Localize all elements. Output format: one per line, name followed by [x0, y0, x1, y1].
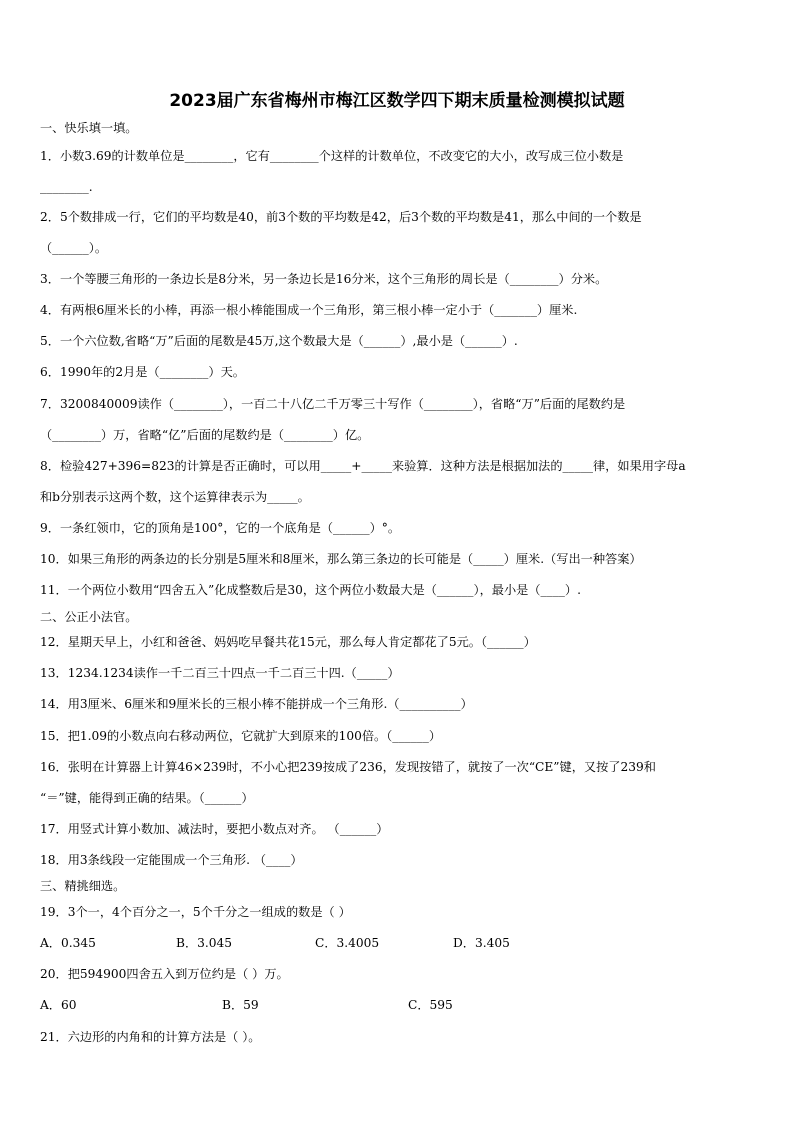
question-16: 16．张明在计算器上计算46×239时，不小心把239按成了236，发现按错了，就按了一次“CE”键，又按了239和: [40, 760, 656, 774]
q19-option-a: A．0.345: [40, 936, 96, 950]
question-6: 6．1990年的2月是（________）天。: [40, 365, 245, 379]
section-heading-1: 一、快乐填一填。: [40, 121, 138, 135]
question-1-cont: ________.: [40, 180, 93, 194]
question-4: 4．有两根6厘米长的小棒，再添一根小棒能围成一个三角形，第三根小棒一定小于（_______）厘米.: [40, 303, 578, 317]
q20-option-b: B．59: [222, 998, 259, 1012]
question-7: 7．3200840009读作（________），一百二十八亿二千万零三十写作（________），省略“万”后面的尾数约是: [40, 397, 626, 411]
question-20: 20．把594900四舍五入到万位约是（ ）万。: [40, 967, 289, 981]
question-3: 3．一个等腰三角形的一条边长是8分米，另一条边长是16分米，这个三角形的周长是（________）分米。: [40, 272, 608, 286]
question-5: 5．一个六位数,省略“万”后面的尾数是45万,这个数最大是（______）,最小是（______）.: [40, 334, 518, 348]
question-8: 8．检验427+396=823的计算是否正确时，可以用_____+_____来验算．这种方法是根据加法的_____律，如果用字母a: [40, 459, 686, 473]
q19-option-d: D．3.405: [453, 936, 510, 950]
question-17: 17．用竖式计算小数加、减法时，要把小数点对齐。 （______）: [40, 822, 389, 836]
question-1: 1．小数3.69的计数单位是________，它有________个这样的计数单位，不改变它的大小，改写成三位小数是: [40, 149, 624, 163]
question-18: 18．用3条线段一定能围成一个三角形. （____）: [40, 853, 303, 867]
question-9: 9．一条红领巾，它的顶角是100°，它的一个底角是（______）°。: [40, 521, 401, 535]
question-21: 21．六边形的内角和的计算方法是（ ）。: [40, 1030, 261, 1044]
question-2-cont: （______）。: [40, 241, 108, 255]
question-16-cont: “＝”键，能得到正确的结果。（______）: [40, 791, 254, 805]
question-2: 2．5个数排成一行，它们的平均数是40，前3个数的平均数是42，后3个数的平均数是41，那么中间的一个数是: [40, 210, 642, 224]
q19-option-b: B．3.045: [176, 936, 233, 950]
question-10: 10．如果三角形的两条边的长分别是5厘米和8厘米，那么第三条边的长可能是（_____）厘米.（写出一种答案）: [40, 552, 642, 566]
section-heading-2: 二、公正小法官。: [40, 610, 138, 624]
q20-option-c: C．595: [408, 998, 453, 1012]
q19-option-c: C．3.4005: [315, 936, 380, 950]
q20-option-a: A．60: [40, 998, 77, 1012]
page-title: 2023届广东省梅州市梅江区数学四下期末质量检测模拟试题: [169, 91, 625, 111]
question-12: 12．星期天早上，小红和爸爸、妈妈吃早餐共花15元，那么每人肯定都花了5元。（______）: [40, 635, 536, 649]
question-15: 15．把1.09的小数点向右移动两位，它就扩大到原来的100倍。（______）: [40, 729, 442, 743]
question-19: 19．3个一，4个百分之一，5个千分之一组成的数是（ ）: [40, 905, 351, 919]
section-heading-3: 三、精挑细选。: [40, 879, 126, 893]
question-11: 11．一个两位小数用“四舍五入”化成整数后是30，这个两位小数最大是（______），最小是（____）.: [40, 583, 581, 597]
question-8-cont: 和b分别表示这两个数，这个运算律表示为_____。: [40, 490, 310, 504]
question-13: 13．1234.1234读作一千二百三十四点一千二百三十四.（_____）: [40, 666, 400, 680]
question-7-cont: （________）万，省略“亿”后面的尾数约是（________）亿。: [40, 428, 370, 442]
question-14: 14．用3厘米、6厘米和9厘米长的三根小棒不能拼成一个三角形.（__________）: [40, 697, 473, 711]
